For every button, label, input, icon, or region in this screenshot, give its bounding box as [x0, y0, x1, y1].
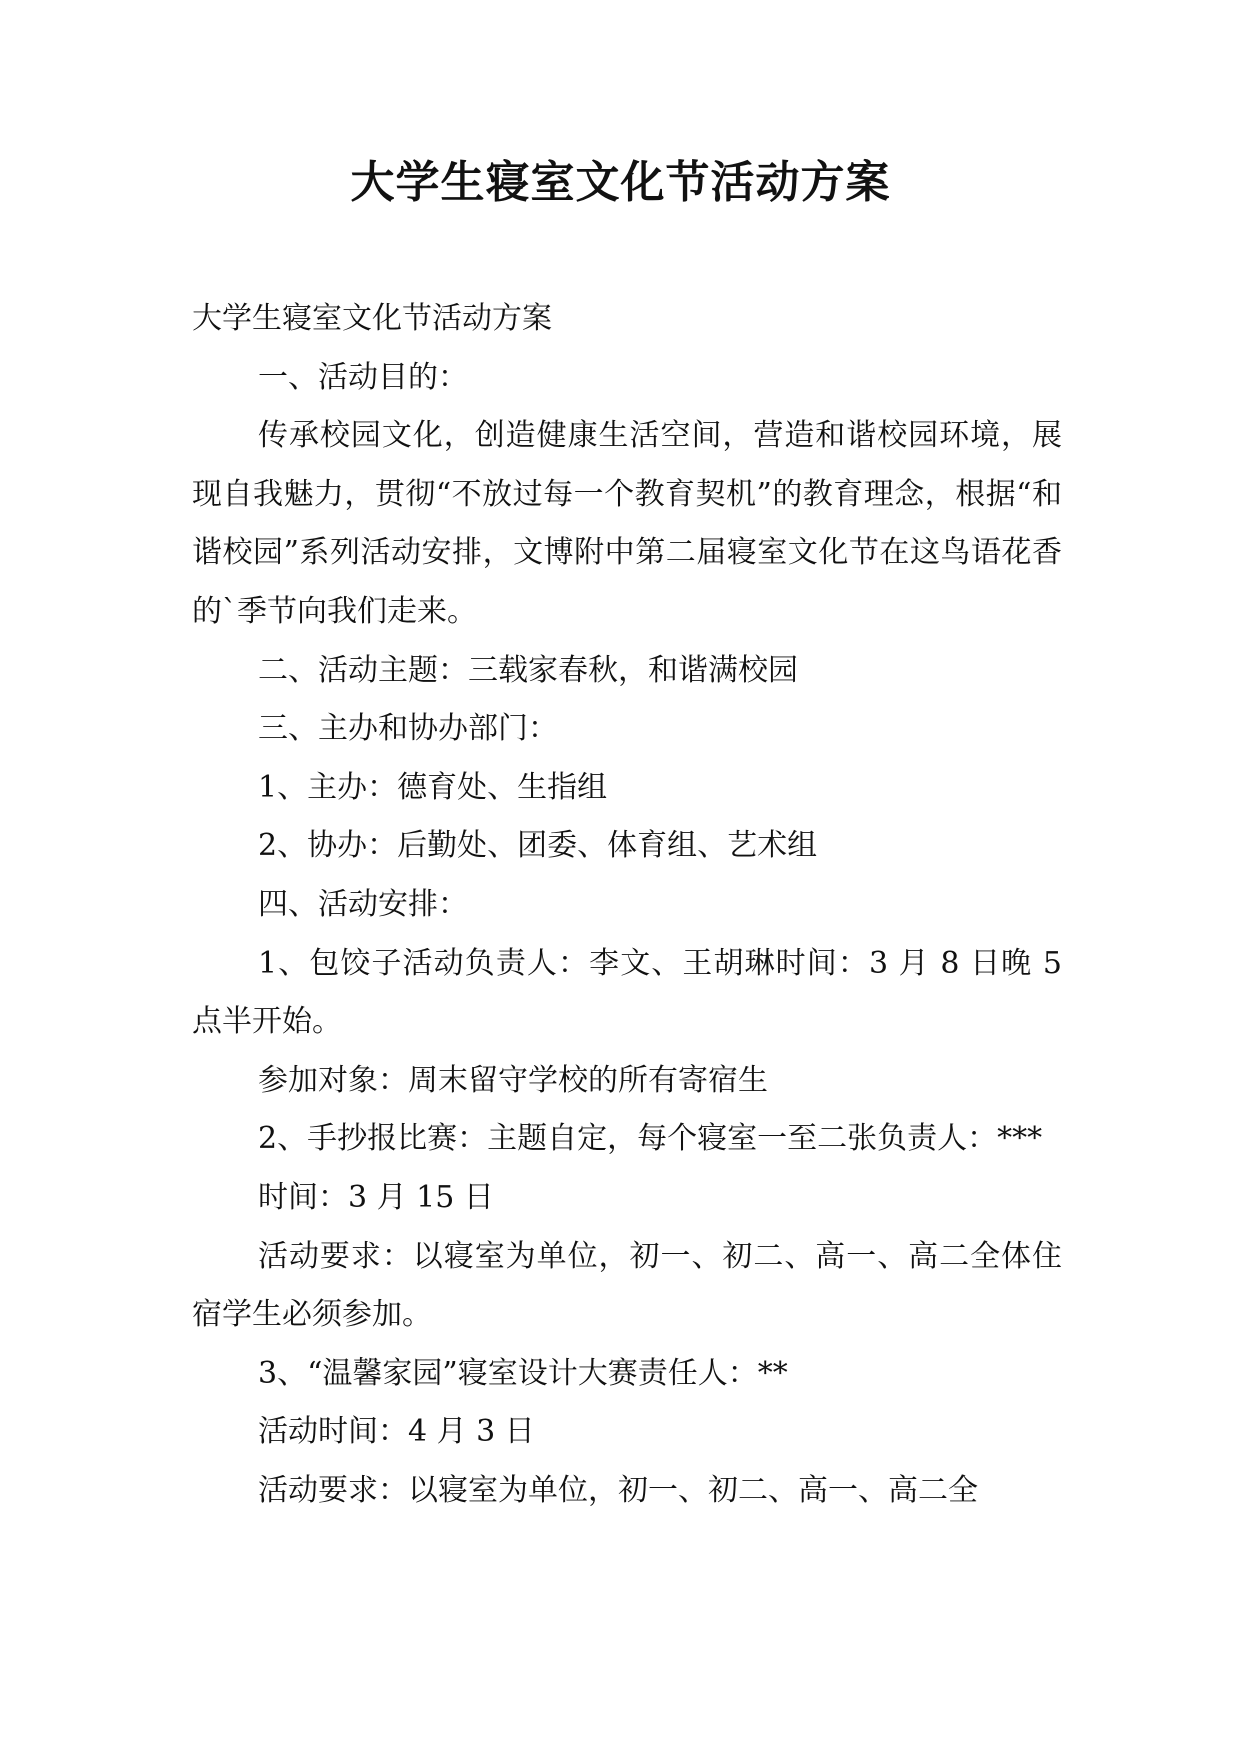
paragraph-time-3: 活动时间：4 月 3 日 [258, 1414, 535, 1450]
paragraph-participants: 参加对象：周末留守学校的所有寄宿生 [258, 1062, 768, 1098]
paragraph-co-organizer: 2、协办：后勤处、团委、体育组、艺术组 [258, 828, 818, 864]
paragraph-time-2: 时间：3 月 15 日 [258, 1179, 494, 1215]
paragraph-organizer: 1、主办：德育处、生指组 [258, 769, 608, 805]
paragraph-section-3-heading: 三、主办和协办部门： [258, 711, 558, 747]
paragraph-purpose: 传承校园文化，创造健康生活空间，营造和谐校园环境，展现自我魅力，贯彻“不放过每一个教育契机”的教育理念，根据“和谐校园”系列活动安排，文博附中第二届寝室文化节在这鸟语花香的`季节向我们走来。 [192, 418, 1062, 629]
paragraph-activity-3: 3、“温馨家园”寝室设计大赛责任人：** [258, 1355, 788, 1391]
paragraph-requirement-3: 活动要求：以寝室为单位，初一、初二、高一、高二全 [258, 1472, 978, 1508]
document-body [192, 290, 1062, 1520]
document-title: 大学生寝室文化节活动方案 [350, 157, 891, 208]
paragraph-section-4-heading: 四、活动安排： [258, 886, 468, 922]
paragraph-theme: 二、活动主题：三载家春秋，和谐满校园 [258, 652, 798, 688]
paragraph-subtitle: 大学生寝室文化节活动方案 [192, 301, 552, 336]
paragraph-activity-2: 2、手抄报比赛：主题自定，每个寝室一至二张负责人：*** [258, 1121, 1043, 1157]
paragraph-activity-1: 1、包饺子活动负责人：李文、王胡琳时间：3 月 8 日晚 5 点半开始。 [192, 945, 1062, 1040]
paragraph-requirement-2: 活动要求：以寝室为单位，初一、初二、高一、高二全体住宿学生必须参加。 [192, 1238, 1062, 1333]
paragraph-section-1-heading: 一、活动目的： [258, 359, 468, 395]
